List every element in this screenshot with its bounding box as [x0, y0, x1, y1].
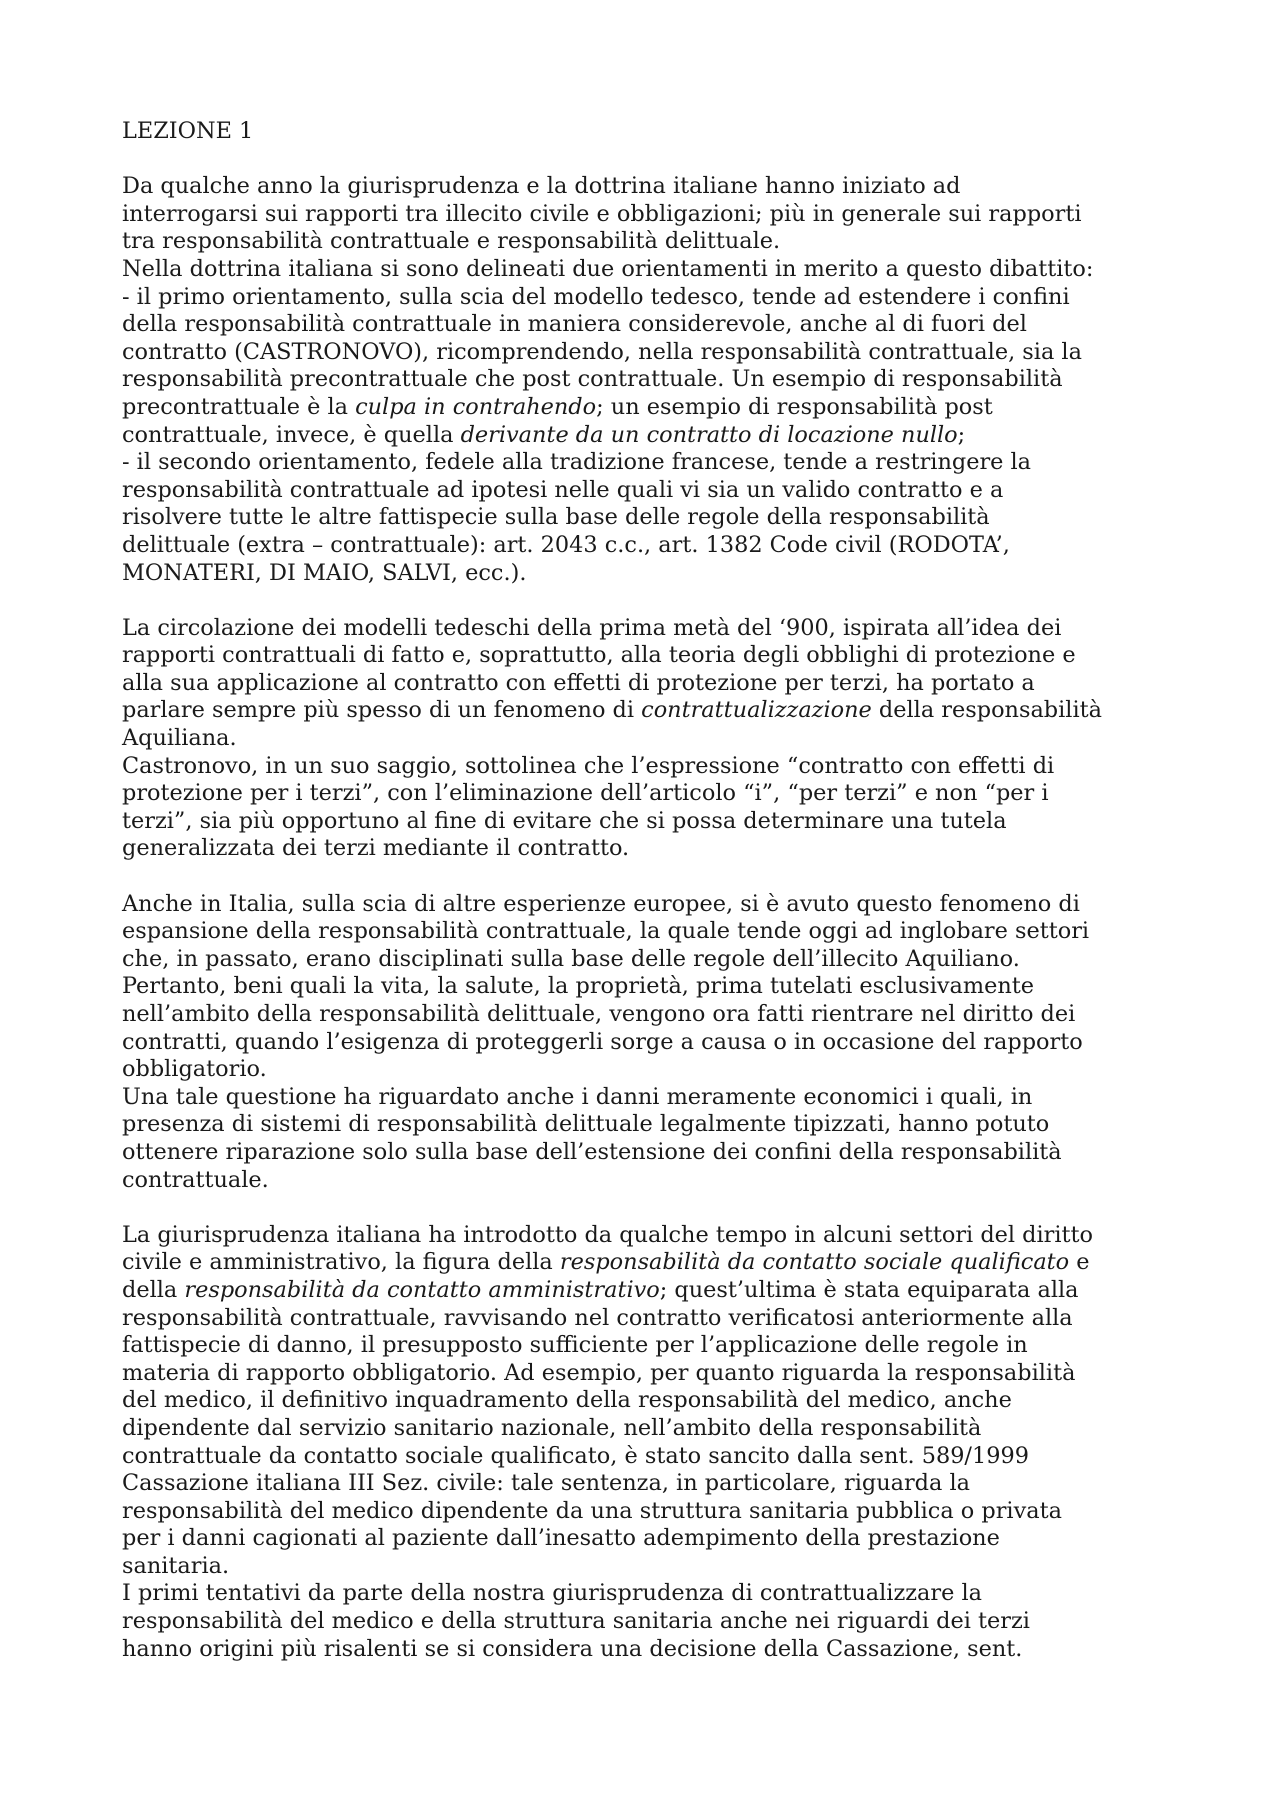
text-line: terzi”, sia più opportuno al fine di evitare che si possa determinare una tutela: [122, 807, 1007, 834]
text-line: Anche in Italia, sulla scia di altre esperienze europee, si è avuto questo fenomeno di: [122, 890, 1080, 917]
text-line: Pertanto, beni quali la vita, la salute, la proprietà, prima tutelati esclusivamente: [122, 973, 1035, 1000]
text-line: MONATERI, DI MAIO, SALVI, ecc.).: [122, 559, 527, 586]
italic-term: responsabilità da contatto sociale qualificato: [559, 1249, 1070, 1276]
text-line: obbligatorio.: [122, 1056, 267, 1083]
text-line: responsabilità precontrattuale che post contrattuale. Un esempio di responsabilità: [122, 366, 1063, 393]
text-line: Nella dottrina italiana si sono delineati due orientamenti in merito a questo dibattito:: [122, 255, 1094, 282]
text-line: responsabilità contrattuale ad ipotesi nelle quali vi sia un valido contratto e a: [122, 476, 1004, 503]
text-line: contrattuale da contatto sociale qualificato, è stato sancito dalla sent. 589/1999: [122, 1442, 1029, 1469]
text-line: Cassazione italiana III Sez. civile: tale sentenza, in particolare, riguarda la: [122, 1470, 970, 1497]
text-line: sanitaria.: [122, 1552, 230, 1579]
text-line: La giurisprudenza italiana ha introdotto da qualche tempo in alcuni settori del diritto: [122, 1221, 1094, 1248]
text-line: del medico, il definitivo inquadramento della responsabilità del medico, anche: [122, 1387, 1012, 1414]
text-line: La circolazione dei modelli tedeschi della prima metà del ‘900, ispirata all’idea dei: [122, 614, 1062, 641]
lesson-title: LEZIONE 1: [122, 118, 254, 144]
text-line: delittuale (extra – contrattuale): art. 2043 c.c., art. 1382 Code civil (RODOTA’,: [122, 531, 1010, 558]
text-line: che, in passato, erano disciplinati sulla base delle regole dell’illecito Aquiliano.: [122, 945, 1020, 972]
text-line: precontrattuale è la culpa in contrahendo; un esempio di responsabilità post: [122, 393, 993, 420]
paragraph: [122, 615, 1184, 863]
paragraph-gap: [122, 1194, 1184, 1222]
italic-term: responsabilità da contatto amministrativo: [184, 1276, 660, 1303]
text-line: - il primo orientamento, sulla scia del modello tedesco, tende ad estendere i confini: [122, 283, 1070, 310]
document-body: [122, 173, 1184, 1663]
text-line: ottenere riparazione solo sulla base dell’estensione dei confini della responsabilità: [122, 1138, 1062, 1165]
italic-term: culpa in contrahendo: [355, 393, 597, 420]
text-line: contratto (CASTRONOVO), ricomprendendo, nella responsabilità contrattuale, sia la: [122, 338, 1082, 365]
text-line: nell’ambito della responsabilità delittuale, vengono ora fatti rientrare nel diritto dei: [122, 1001, 1076, 1027]
italic-term: derivante da un contratto di locazione nullo: [460, 421, 958, 448]
document-page: [122, 118, 1184, 1663]
text-line: della responsabilità da contatto amministrativo; quest’ultima è stata equiparata alla: [122, 1276, 1079, 1303]
paragraph-gap: [122, 863, 1184, 891]
text-line: alla sua applicazione al contratto con effetti di protezione per terzi, ha portato a: [122, 669, 1035, 696]
text-line: espansione della responsabilità contrattuale, la quale tende oggi ad inglobare settori: [122, 918, 1090, 945]
text-line: contrattuale.: [122, 1166, 269, 1193]
text-line: tra responsabilità contrattuale e responsabilità delittuale.: [122, 228, 781, 255]
text-line: responsabilità del medico dipendente da una struttura sanitaria pubblica o privata: [122, 1497, 1062, 1524]
text-line: I primi tentativi da parte della nostra giurisprudenza di contrattualizzare la: [122, 1580, 982, 1607]
text-line: della responsabilità contrattuale in maniera considerevole, anche al di fuori del: [122, 311, 1027, 338]
paragraph-gap: [122, 587, 1184, 615]
italic-term: contrattualizzazione: [641, 697, 872, 724]
text-line: interrogarsi sui rapporti tra illecito civile e obbligazioni; più in generale sui rapporti: [122, 200, 1082, 227]
paragraph: [122, 173, 1184, 587]
text-line: rapporti contrattuali di fatto e, soprattutto, alla teoria degli obblighi di protezione e: [122, 642, 1076, 669]
text-line: per i danni cagionati al paziente dall’inesatto adempimento della prestazione: [122, 1525, 1000, 1552]
text-line: dipendente dal servizio sanitario nazionale, nell’ambito della responsabilità: [122, 1414, 982, 1441]
text-line: contrattuale, invece, è quella derivante da un contratto di locazione nullo;: [122, 421, 966, 448]
paragraph: [122, 1222, 1184, 1664]
text-line: responsabilità del medico e della struttura sanitaria anche nei riguardi dei terzi: [122, 1608, 1030, 1635]
paragraph: [122, 891, 1184, 1195]
text-line: risolvere tutte le altre fattispecie sulla base delle regole della responsabilità: [122, 504, 990, 531]
text-line: responsabilità contrattuale, ravvisando nel contratto verificatosi anteriormente alla: [122, 1304, 1073, 1331]
text-line: contratti, quando l’esigenza di proteggerli sorge a causa o in occasione del rapporto: [122, 1028, 1083, 1055]
text-line: Una tale questione ha riguardato anche i danni meramente economici i quali, in: [122, 1083, 1033, 1110]
text-line: - il secondo orientamento, fedele alla tradizione francese, tende a restringere la: [122, 449, 1032, 476]
text-line: presenza di sistemi di responsabilità delittuale legalmente tipizzati, hanno potuto: [122, 1111, 1050, 1138]
text-line: fattispecie di danno, il presupposto sufficiente per l’applicazione delle regole in: [122, 1332, 1028, 1359]
text-line: Da qualche anno la giurisprudenza e la dottrina italiane hanno iniziato ad: [122, 173, 961, 200]
text-line: Aquiliana.: [122, 725, 237, 752]
text-line: Castronovo, in un suo saggio, sottolinea che l’espressione “contratto con effetti di: [122, 752, 1055, 779]
text-line: hanno origini più risalenti se si considera una decisione della Cassazione, sent.: [122, 1635, 1023, 1662]
text-line: parlare sempre più spesso di un fenomeno di contrattualizzazione della responsabilità: [122, 697, 1102, 724]
text-line: generalizzata dei terzi mediante il contratto.: [122, 835, 630, 862]
text-line: civile e amministrativo, la figura della responsabilità da contatto sociale qualificato e: [122, 1249, 1090, 1276]
text-line: materia di rapporto obbligatorio. Ad esempio, per quanto riguarda la responsabilità: [122, 1359, 1076, 1386]
text-line: protezione per i terzi”, con l’eliminazione dell’articolo “i”, “per terzi” e non “per i: [122, 780, 1049, 807]
